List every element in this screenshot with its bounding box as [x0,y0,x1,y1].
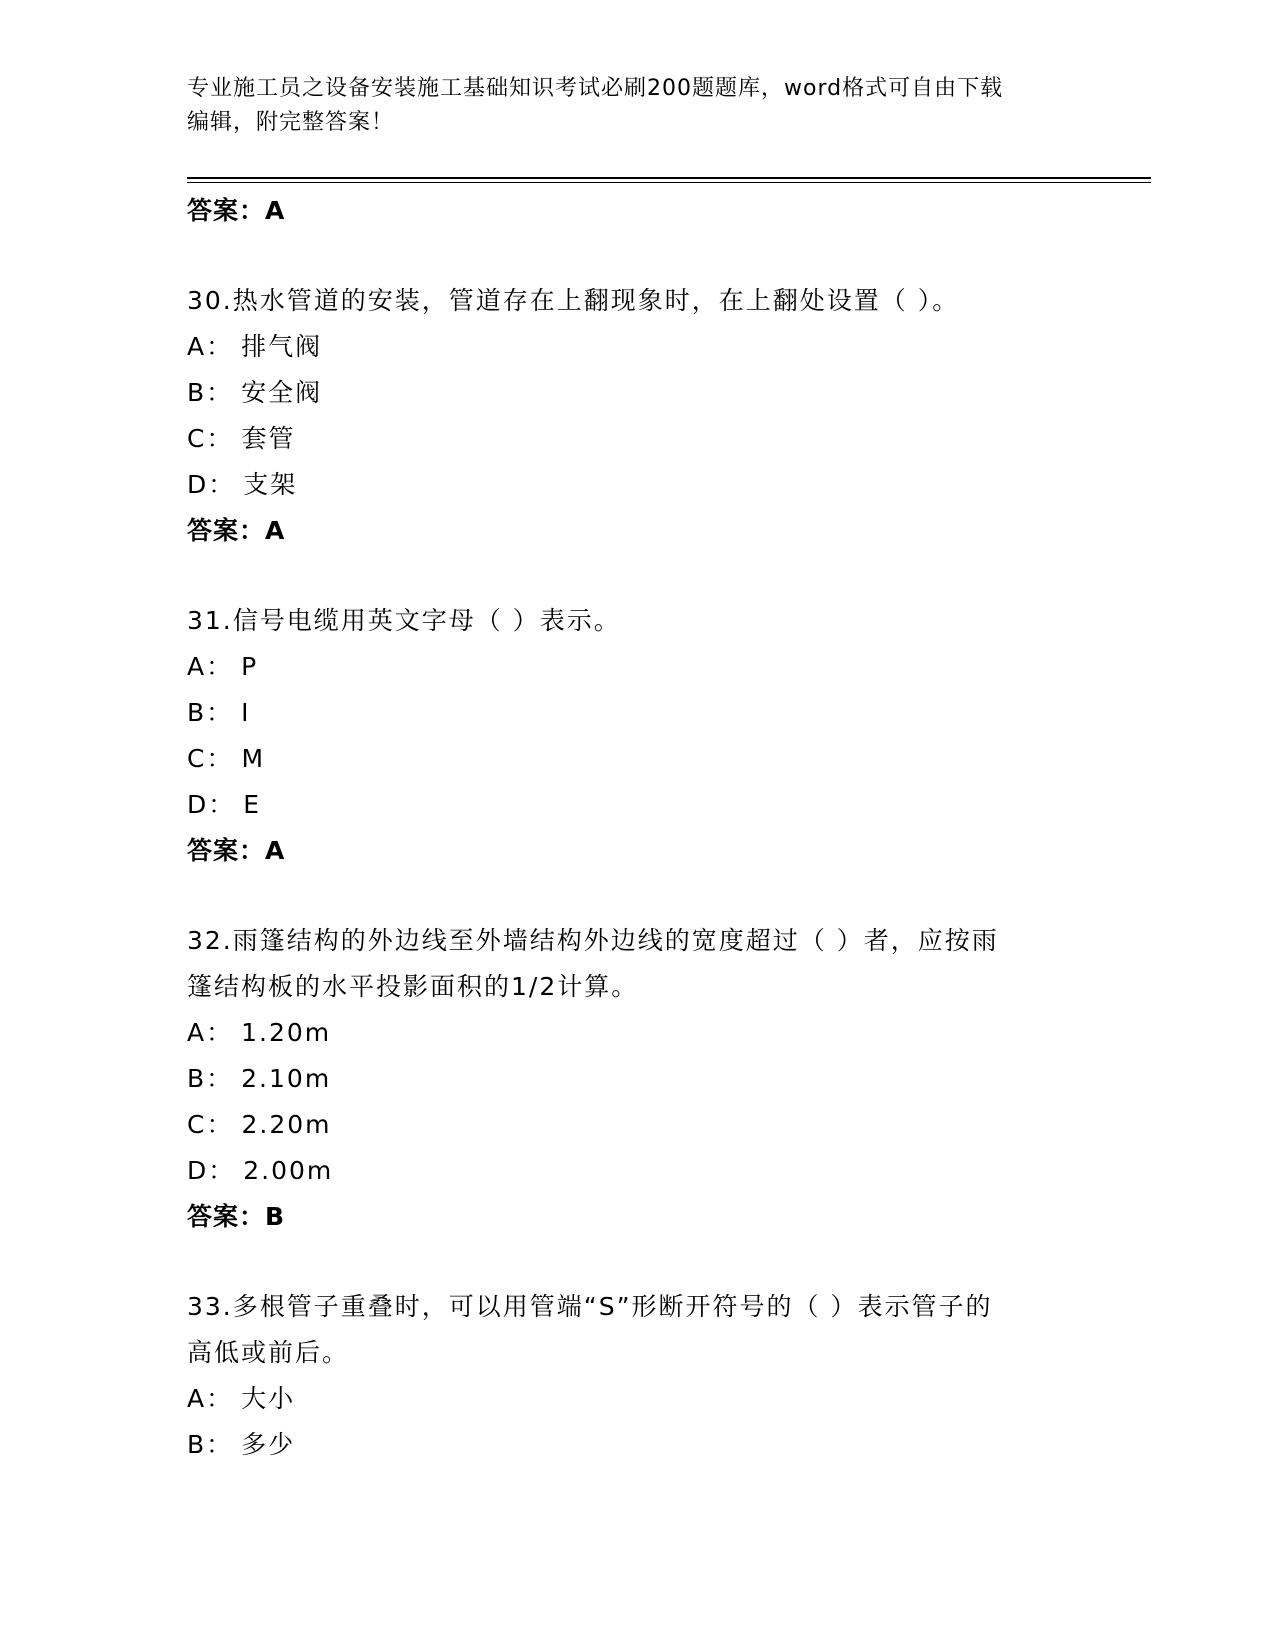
option-a [187,1010,1087,1056]
option-text: 1.20m [241,1018,332,1047]
option-letter: A： [187,1018,234,1047]
option-text: I [241,698,251,727]
question-block [187,918,1087,1240]
question-block [187,1284,1087,1468]
option-text: M [241,744,266,773]
option-a [187,1376,1087,1422]
option-d [187,1148,1087,1194]
option-letter: D： [187,790,236,819]
option-letter: D： [187,1156,236,1185]
option-letter: A： [187,1384,234,1413]
option-letter: C： [187,1110,234,1139]
option-text: 2.20m [241,1110,332,1139]
option-text: P [241,652,259,681]
question-list [187,188,1087,1468]
option-letter: A： [187,332,234,361]
option-letter: A： [187,652,234,681]
document-header [187,72,1067,140]
option-text: 套管 [241,424,296,453]
option-a [187,324,1087,370]
option-letter: C： [187,424,234,453]
option-b [187,370,1087,416]
answer-line: 答案：A [187,516,286,545]
option-a [187,644,1087,690]
spacer [187,234,1087,278]
option-b [187,690,1087,736]
option-b [187,1422,1087,1468]
header-line-1: 专业施工员之设备安装施工基础知识考试必刷200题题库，word格式可自由下载 [187,76,1004,101]
answer-line: 答案：B [187,1202,286,1231]
spacer [187,554,1087,598]
option-letter: B： [187,378,234,407]
option-text: 排气阀 [241,332,323,361]
question-block [187,598,1087,874]
option-text: 多少 [241,1430,296,1459]
answer-line: 答案：A [187,836,286,865]
previous-answer: 答案：A [187,196,286,225]
question-stem-continued: 高低或前后。 [187,1338,350,1367]
option-text: 大小 [241,1384,296,1413]
option-c [187,736,1087,782]
option-text: 2.00m [243,1156,334,1185]
option-text: 支架 [243,470,298,499]
header-divider-thin [187,182,1151,183]
spacer [187,1240,1087,1284]
question-stem: 31.信号电缆用英文字母（ ）表示。 [187,606,621,635]
spacer [187,874,1087,918]
option-d [187,782,1087,828]
header-divider-thick [187,177,1151,179]
option-d [187,462,1087,508]
question-stem: 32.雨篷结构的外边线至外墙结构外边线的宽度超过（ ）者，应按雨 [187,926,999,955]
question-stem: 30.热水管道的安装，管道存在上翻现象时，在上翻处设置（ ）。 [187,286,960,315]
option-letter: B： [187,1064,234,1093]
option-letter: B： [187,698,234,727]
option-letter: D： [187,470,236,499]
option-text: 2.10m [241,1064,332,1093]
option-text: E [243,790,262,819]
option-letter: C： [187,744,234,773]
option-b [187,1056,1087,1102]
question-stem-continued: 篷结构板的水平投影面积的1/2计算。 [187,972,639,1001]
question-stem: 33.多根管子重叠时，可以用管端“S”形断开符号的（ ）表示管子的 [187,1292,993,1321]
option-c [187,416,1087,462]
option-text: 安全阀 [241,378,323,407]
option-letter: B： [187,1430,234,1459]
question-block [187,278,1087,554]
header-line-2: 编辑，附完整答案！ [187,110,395,135]
option-c [187,1102,1087,1148]
